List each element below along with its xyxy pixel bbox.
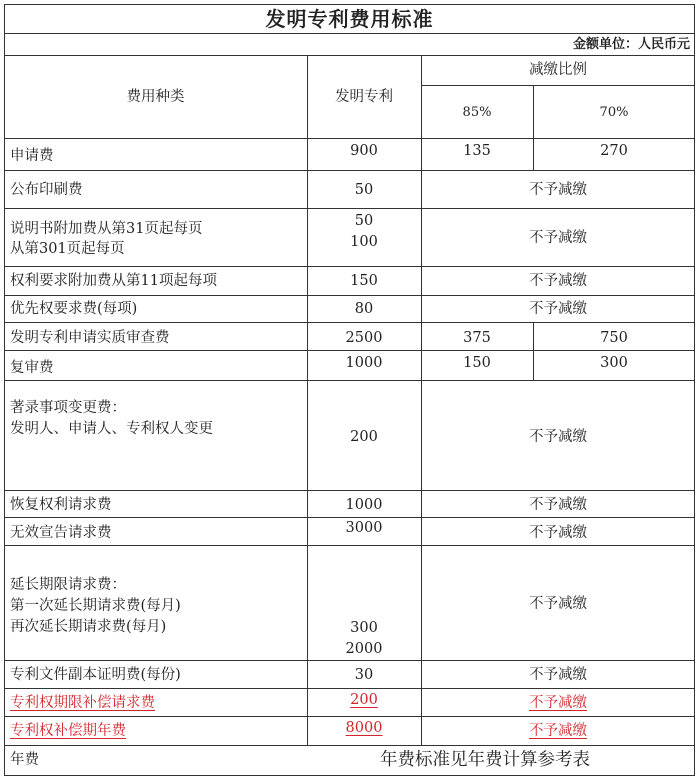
row-type: 恢复权利请求费 [10, 497, 112, 513]
grid-line [4, 716, 695, 717]
grid-line [4, 775, 695, 776]
row-no-reduction: 不予减缴 [529, 182, 587, 198]
row-type: 再次延长期请求费(每月) [10, 619, 167, 635]
row-no-reduction: 不予减缴 [529, 723, 587, 739]
grid-line [4, 208, 695, 209]
row-no-reduction: 不予减缴 [529, 301, 587, 317]
grid-line [4, 4, 5, 776]
row-fee: 200 [350, 692, 378, 708]
grid-line [4, 350, 695, 351]
row-no-reduction: 不予减缴 [529, 230, 587, 246]
grid-line [4, 688, 695, 689]
grid-line [4, 170, 695, 171]
annual-fee-note: 年费标准见年费计算参考表 [380, 750, 590, 770]
row-fee: 50 [354, 213, 374, 229]
row-type: 申请费 [10, 148, 54, 164]
row-fee: 200 [350, 429, 378, 445]
row-fee: 80 [354, 301, 374, 317]
grid-line [4, 322, 695, 323]
row-type: 权利要求附加费从第11项起每项 [10, 273, 217, 289]
row-fee: 150 [350, 273, 378, 289]
row-type: 从第301页起每页 [10, 241, 125, 257]
grid-line [4, 266, 695, 267]
row-type: 无效宣告请求费 [10, 525, 112, 541]
row-no-reduction: 不予减缴 [529, 596, 587, 612]
row-fee: 3000 [345, 520, 383, 536]
grid-line [4, 745, 695, 746]
grid-line [4, 4, 695, 5]
row-rate-70: 750 [600, 330, 628, 346]
grid-line [4, 545, 695, 546]
unit-label: 金额单位：人民币元 [572, 37, 690, 52]
row-fee: 50 [354, 182, 374, 198]
row-type: 专利权补偿期年费 [10, 723, 126, 739]
header-rate-70: 70% [599, 105, 629, 120]
row-fee: 900 [350, 143, 378, 159]
row-rate-85: 375 [463, 330, 491, 346]
row-fee: 8000 [345, 720, 383, 736]
row-type: 复审费 [10, 360, 54, 376]
row-fee: 300 [350, 620, 378, 636]
grid-line [4, 380, 695, 381]
grid-line [421, 85, 695, 86]
grid-line [4, 55, 695, 56]
row-type: 发明专利申请实质审查费 [10, 330, 170, 346]
grid-line [4, 138, 695, 139]
row-type: 延长期限请求费： [10, 577, 126, 593]
row-type: 优先权要求费(每项) [10, 301, 138, 317]
grid-line [4, 660, 695, 661]
row-no-reduction: 不予减缴 [529, 525, 587, 541]
row-type: 说明书附加费从第31页起每页 [10, 221, 203, 237]
header-reduction: 减缴比例 [529, 62, 587, 78]
header-rate-85: 85% [462, 105, 492, 120]
row-type: 著录事项变更费： [10, 400, 126, 416]
row-fee: 30 [354, 667, 374, 683]
row-no-reduction: 不予减缴 [529, 695, 587, 711]
header-invention: 发明专利 [335, 89, 393, 105]
row-no-reduction: 不予减缴 [529, 429, 587, 445]
row-type: 第一次延长期请求费(每月) [10, 598, 181, 614]
row-fee: 100 [350, 234, 378, 250]
row-rate-85: 150 [463, 355, 491, 371]
row-type: 发明人、申请人、专利权人变更 [10, 421, 213, 437]
header-fee-type: 费用种类 [126, 89, 185, 105]
row-type: 专利权期限补偿请求费 [10, 695, 155, 711]
row-fee: 2500 [345, 330, 383, 346]
row-no-reduction: 不予减缴 [529, 667, 587, 683]
row-fee: 2000 [345, 641, 383, 657]
row-rate-85: 135 [463, 143, 491, 159]
row-rate-70: 300 [600, 355, 628, 371]
row-type: 年费 [10, 752, 39, 768]
row-fee: 1000 [345, 497, 383, 513]
row-no-reduction: 不予减缴 [529, 273, 587, 289]
grid-line [4, 490, 695, 491]
row-type: 公布印刷费 [10, 182, 83, 198]
row-rate-70: 270 [600, 143, 628, 159]
page-title: 发明专利费用标准 [265, 7, 434, 31]
grid-line [4, 295, 695, 296]
row-type: 专利文件副本证明费(每份) [10, 667, 181, 683]
row-no-reduction: 不予减缴 [529, 497, 587, 513]
row-fee: 1000 [345, 355, 383, 371]
grid-line [4, 33, 695, 34]
